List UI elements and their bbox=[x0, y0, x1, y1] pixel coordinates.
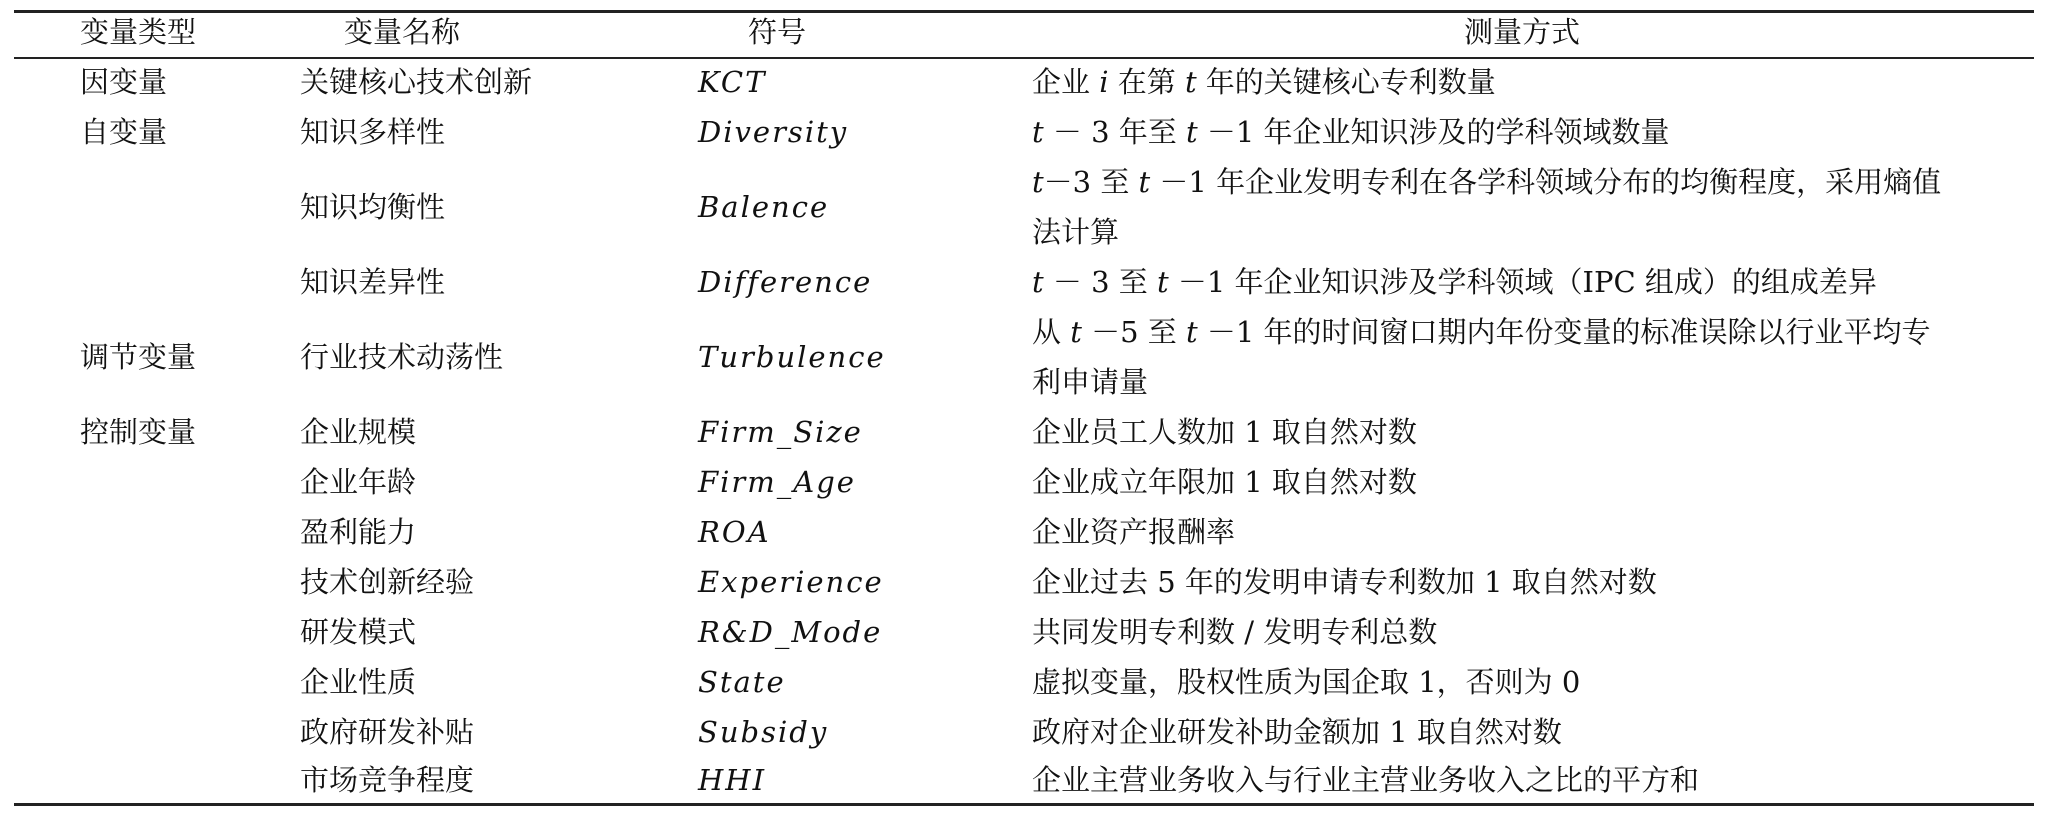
row-measure: 共同发明专利数 / 发明专利总数 bbox=[1032, 615, 1438, 649]
row-measure-line2: 利申请量 bbox=[1032, 365, 1149, 399]
row-symbol: HHI bbox=[698, 763, 767, 797]
header-variable-type: 变量类型 bbox=[80, 15, 197, 49]
row-symbol: KCT bbox=[698, 65, 767, 99]
row-name: 关键核心技术创新 bbox=[300, 65, 533, 99]
row-name: 企业规模 bbox=[300, 415, 417, 449]
table-header-rule bbox=[14, 57, 2034, 59]
row-symbol: R&D_Mode bbox=[698, 615, 883, 649]
header-measurement: 测量方式 bbox=[1464, 15, 1581, 49]
row-measure: 企业 i 在第 t 年的关键核心专利数量 bbox=[1032, 65, 1496, 99]
row-measure: 企业过去 5 年的发明申请专利数加 1 取自然对数 bbox=[1032, 565, 1657, 599]
row-symbol: Subsidy bbox=[698, 715, 829, 749]
row-name: 研发模式 bbox=[300, 615, 417, 649]
row-name: 知识差异性 bbox=[300, 265, 446, 299]
row-name: 政府研发补贴 bbox=[300, 715, 475, 749]
row-measure: t － 3 至 t －1 年企业知识涉及学科领域（IPC 组成）的组成差异 bbox=[1032, 265, 1877, 299]
header-variable-name: 变量名称 bbox=[344, 15, 461, 49]
row-symbol: Experience bbox=[698, 565, 884, 599]
row-symbol: Balence bbox=[698, 190, 830, 224]
row-measure: t － 3 年至 t －1 年企业知识涉及的学科领域数量 bbox=[1032, 115, 1670, 149]
row-symbol: Turbulence bbox=[698, 340, 886, 374]
row-name: 知识多样性 bbox=[300, 115, 446, 149]
row-name: 盈利能力 bbox=[300, 515, 417, 549]
row-measure: 企业主营业务收入与行业主营业务收入之比的平方和 bbox=[1032, 763, 1700, 797]
row-name: 企业性质 bbox=[300, 665, 417, 699]
row-name: 市场竞争程度 bbox=[300, 763, 475, 797]
row-name: 知识均衡性 bbox=[300, 190, 446, 224]
row-measure: 虚拟变量，股权性质为国企取 1，否则为 0 bbox=[1032, 665, 1581, 699]
row-measure-line2: 法计算 bbox=[1032, 215, 1120, 249]
row-symbol: Firm_Size bbox=[698, 415, 863, 449]
row-symbol: State bbox=[698, 665, 786, 699]
row-measure: 政府对企业研发补助金额加 1 取自然对数 bbox=[1032, 715, 1562, 749]
row-symbol: Difference bbox=[698, 265, 873, 299]
row-measure-line1: t－3 至 t －1 年企业发明专利在各学科领域分布的均衡程度，采用熵值 bbox=[1032, 165, 1942, 199]
row-measure: 企业成立年限加 1 取自然对数 bbox=[1032, 465, 1417, 499]
row-symbol: ROA bbox=[698, 515, 771, 549]
row-symbol: Firm_Age bbox=[698, 465, 856, 499]
row-name: 企业年龄 bbox=[300, 465, 417, 499]
row-type: 因变量 bbox=[80, 65, 168, 99]
row-type: 控制变量 bbox=[80, 415, 197, 449]
header-symbol: 符号 bbox=[748, 15, 807, 49]
row-name: 行业技术动荡性 bbox=[300, 340, 504, 374]
row-measure-line1: 从 t －5 至 t －1 年的时间窗口期内年份变量的标准误除以行业平均专 bbox=[1032, 315, 1931, 349]
row-measure: 企业资产报酬率 bbox=[1032, 515, 1236, 549]
row-name: 技术创新经验 bbox=[300, 565, 475, 599]
row-type: 自变量 bbox=[80, 115, 168, 149]
row-symbol: Diversity bbox=[698, 115, 849, 149]
table-top-rule bbox=[14, 10, 2034, 13]
row-type: 调节变量 bbox=[80, 340, 197, 374]
row-measure: 企业员工人数加 1 取自然对数 bbox=[1032, 415, 1417, 449]
table-bottom-rule bbox=[14, 803, 2034, 806]
